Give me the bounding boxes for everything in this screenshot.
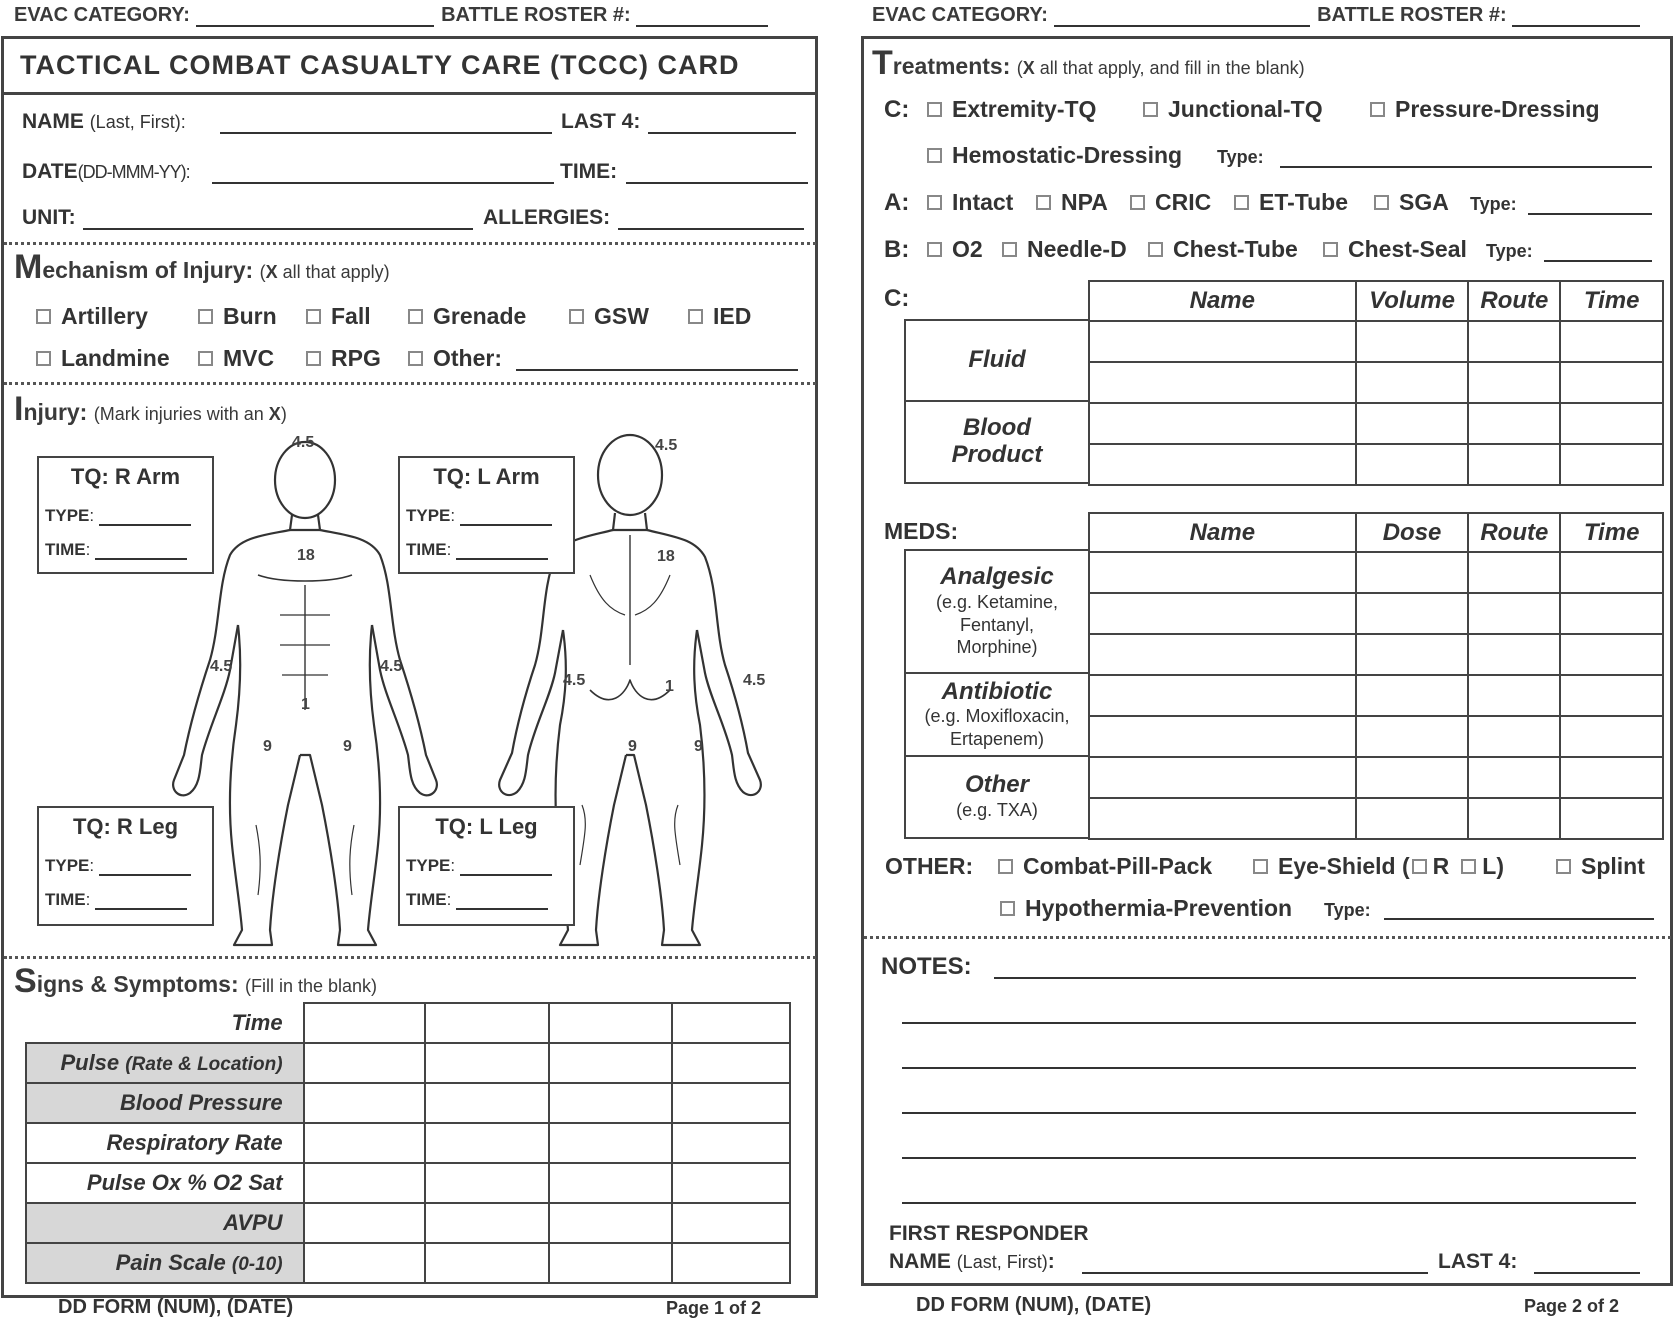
checkbox[interactable]	[927, 102, 942, 117]
combat-pill-pack-option[interactable]: Combat-Pill-Pack	[998, 853, 1212, 880]
checkbox[interactable]	[927, 148, 942, 163]
unit-label: UNIT:	[22, 206, 76, 229]
responder-last4-field[interactable]	[1534, 1252, 1640, 1274]
notes-line[interactable]	[902, 1090, 1636, 1114]
body-label-head: 4.5	[292, 434, 315, 451]
table-row	[1089, 716, 1663, 757]
eye-shield-l-checkbox[interactable]	[1461, 859, 1476, 874]
table-row	[1089, 675, 1663, 716]
table-row	[1089, 634, 1663, 675]
table-row: Time	[26, 1003, 790, 1043]
moi-other[interactable]: Other:	[408, 345, 502, 372]
body-label-arm: 4.5	[210, 658, 233, 675]
signs-heading: Signs & Symptoms: (Fill in the blank)	[14, 962, 378, 1000]
tq-r-arm-box: TQ: R Arm TYPE: TIME:	[37, 456, 214, 574]
divider	[864, 936, 1671, 939]
checkbox[interactable]	[688, 309, 703, 324]
body-label-chest: 18	[297, 547, 315, 564]
junctional-tq-option[interactable]: Junctional-TQ	[1143, 96, 1323, 123]
responder-name-label: NAME (Last, First):	[889, 1250, 1055, 1273]
body-label-chest: 18	[657, 548, 675, 565]
treatments-heading: Treatments: (X all that apply, and fill in the blank)	[872, 44, 1305, 82]
hemostatic-dressing-option[interactable]: Hemostatic-Dressing	[927, 142, 1182, 169]
checkbox[interactable]	[1000, 901, 1015, 916]
tq-l-leg-box: TQ: L Leg TYPE: TIME:	[398, 806, 575, 926]
body-label-arm: 4.5	[563, 672, 586, 689]
checkbox[interactable]	[306, 351, 321, 366]
body-label-arm: 4.5	[380, 658, 403, 675]
checkbox[interactable]	[1374, 195, 1389, 210]
meds-table	[1088, 512, 1664, 840]
unit-field[interactable]	[83, 208, 473, 230]
type-label: Type:	[1217, 147, 1264, 167]
needle-d-option[interactable]: Needle-D	[1002, 236, 1127, 263]
moi-gsw[interactable]: GSW	[569, 303, 649, 330]
table-row	[1089, 444, 1663, 485]
moi-burn[interactable]: Burn	[198, 303, 277, 330]
hypothermia-type-field[interactable]	[1384, 898, 1654, 920]
analgesic-category: Analgesic (e.g. Ketamine, Fentanyl, Morphine)	[904, 549, 1090, 674]
table-header-row: Name Dose Route Time	[1089, 513, 1663, 552]
moi-mvc[interactable]: MVC	[198, 345, 274, 372]
intact-option[interactable]: Intact	[927, 189, 1013, 216]
et-tube-option[interactable]: ET-Tube	[1234, 189, 1348, 216]
checkbox[interactable]	[927, 195, 942, 210]
pressure-dressing-option[interactable]: Pressure-Dressing	[1370, 96, 1600, 123]
checkbox[interactable]	[408, 309, 423, 324]
checkbox[interactable]	[36, 309, 51, 324]
checkbox[interactable]	[1036, 195, 1051, 210]
time-label: TIME:	[560, 160, 618, 183]
breathing-type-field[interactable]	[1544, 240, 1652, 262]
type-label: Type:	[1470, 194, 1517, 214]
type-label: Type:	[1324, 900, 1371, 920]
moi-landmine[interactable]: Landmine	[36, 345, 170, 372]
checkbox[interactable]	[1234, 195, 1249, 210]
body-label-groin: 1	[301, 696, 310, 713]
notes-line[interactable]	[902, 1135, 1636, 1159]
time-field[interactable]	[626, 162, 808, 184]
body-label-leg: 9	[694, 738, 703, 755]
last4-label: LAST 4:	[561, 110, 641, 133]
table-row	[1089, 798, 1663, 839]
other-label: OTHER:	[885, 853, 974, 879]
circulation-fluid-label: C:	[884, 285, 910, 312]
table-row	[1089, 593, 1663, 634]
page-number: Page 2 of 2	[1524, 1296, 1620, 1316]
checkbox[interactable]	[1253, 859, 1268, 874]
hypothermia-prevention-option[interactable]: Hypothermia-Prevention	[1000, 895, 1292, 922]
antibiotic-category: Antibiotic (e.g. Moxifloxacin, Ertapenem)	[904, 672, 1090, 757]
fluid-table	[1088, 280, 1664, 486]
checkbox[interactable]	[1143, 102, 1158, 117]
chest-tube-option[interactable]: Chest-Tube	[1148, 236, 1298, 263]
date-field[interactable]	[212, 162, 554, 184]
table-row	[1089, 757, 1663, 798]
checkbox[interactable]	[1370, 102, 1385, 117]
allergies-field[interactable]	[618, 208, 804, 230]
checkbox[interactable]	[1148, 242, 1163, 257]
name-field[interactable]	[220, 112, 552, 134]
notes-line[interactable]	[902, 1045, 1636, 1069]
table-row: Pain Scale (0-10)	[26, 1243, 790, 1283]
vitals-table	[25, 1002, 791, 1284]
moi-heading: Mechanism of Injury: (X all that apply)	[14, 248, 390, 286]
type-label: Type:	[1486, 241, 1533, 261]
checkbox[interactable]	[1002, 242, 1017, 257]
moi-other-field[interactable]	[516, 349, 798, 371]
name-label: NAME (Last, First):	[22, 110, 186, 133]
hemostatic-type-field[interactable]	[1280, 146, 1652, 168]
body-label-leg: 9	[343, 738, 352, 755]
notes-line[interactable]	[902, 1000, 1636, 1024]
airway-label: A:	[884, 189, 910, 216]
table-row: Respiratory Rate	[26, 1123, 790, 1163]
page-number: Page 1 of 2	[666, 1298, 762, 1318]
notes-line[interactable]	[902, 1180, 1636, 1204]
table-header-row: Name Volume Route Time	[1089, 281, 1663, 321]
circulation-label: C:	[884, 96, 910, 123]
checkbox[interactable]	[198, 309, 213, 324]
fluid-category: Fluid	[904, 319, 1090, 402]
sga-option[interactable]: SGA	[1374, 189, 1449, 216]
table-row: Pulse (Rate & Location)	[26, 1043, 790, 1083]
evac-category-field-p1[interactable]: EVAC CATEGORY: BATTLE ROSTER #:	[14, 4, 768, 27]
other-meds-category: Other (e.g. TXA)	[904, 755, 1090, 839]
notes-line[interactable]	[994, 955, 1636, 979]
checkbox[interactable]	[1556, 859, 1571, 874]
body-label-groin: 1	[665, 678, 674, 695]
checkbox[interactable]	[408, 351, 423, 366]
form-footer: DD FORM (NUM), (DATE)	[916, 1294, 1152, 1316]
meds-label: MEDS:	[884, 518, 959, 544]
first-responder-label: FIRST RESPONDER	[889, 1222, 1089, 1245]
responder-name-field[interactable]	[1082, 1252, 1428, 1274]
o2-option[interactable]: O2	[927, 236, 983, 263]
extremity-tq-option[interactable]: Extremity-TQ	[927, 96, 1096, 123]
moi-grenade[interactable]: Grenade	[408, 303, 526, 330]
checkbox[interactable]	[1130, 195, 1145, 210]
npa-option[interactable]: NPA	[1036, 189, 1108, 216]
last4-field[interactable]	[648, 112, 796, 134]
allergies-label: ALLERGIES:	[483, 206, 611, 229]
tq-l-arm-box: TQ: L Arm TYPE: TIME:	[398, 456, 575, 574]
form-footer: DD FORM (NUM), (DATE)	[58, 1296, 294, 1318]
body-label-leg: 9	[628, 738, 637, 755]
evac-category-field-p2[interactable]: EVAC CATEGORY: BATTLE ROSTER #:	[872, 4, 1640, 27]
date-label: DATE(DD-MMM-YY):	[22, 160, 190, 183]
checkbox[interactable]	[198, 351, 213, 366]
body-label-leg: 9	[263, 738, 272, 755]
cric-option[interactable]: CRIC	[1130, 189, 1211, 216]
eye-shield-option[interactable]: Eye-Shield ( R L)	[1253, 853, 1504, 880]
checkbox[interactable]	[306, 309, 321, 324]
moi-ied[interactable]: IED	[688, 303, 751, 330]
tq-r-leg-box: TQ: R Leg TYPE: TIME:	[37, 806, 214, 926]
checkbox[interactable]	[927, 242, 942, 257]
divider	[4, 382, 816, 385]
table-row	[1089, 552, 1663, 593]
body-label-arm: 4.5	[743, 672, 766, 689]
injury-heading: Injury: (Mark injuries with an X)	[14, 390, 287, 428]
eye-shield-r-checkbox[interactable]	[1412, 859, 1427, 874]
moi-artillery[interactable]: Artillery	[36, 303, 148, 330]
divider	[4, 242, 816, 245]
card-title: TACTICAL COMBAT CASUALTY CARE (TCCC) CARD	[20, 50, 740, 80]
moi-fall[interactable]: Fall	[306, 303, 371, 330]
body-label-head: 4.5	[655, 437, 678, 454]
checkbox[interactable]	[36, 351, 51, 366]
checkbox[interactable]	[1323, 242, 1338, 257]
breathing-label: B:	[884, 236, 910, 263]
table-row: Blood Pressure	[26, 1083, 790, 1123]
divider	[4, 956, 816, 959]
airway-type-field[interactable]	[1528, 193, 1652, 215]
splint-option[interactable]: Splint	[1556, 853, 1645, 880]
checkbox[interactable]	[998, 859, 1013, 874]
table-row	[1089, 362, 1663, 403]
responder-last4-label: LAST 4:	[1438, 1250, 1518, 1273]
table-row	[1089, 321, 1663, 362]
chest-seal-option[interactable]: Chest-Seal	[1323, 236, 1467, 263]
moi-rpg[interactable]: RPG	[306, 345, 381, 372]
table-row: AVPU	[26, 1203, 790, 1243]
checkbox[interactable]	[569, 309, 584, 324]
blood-product-category: Blood Product	[904, 400, 1090, 484]
table-row: Pulse Ox % O2 Sat	[26, 1163, 790, 1203]
notes-label: NOTES:	[881, 953, 972, 980]
table-row	[1089, 403, 1663, 444]
